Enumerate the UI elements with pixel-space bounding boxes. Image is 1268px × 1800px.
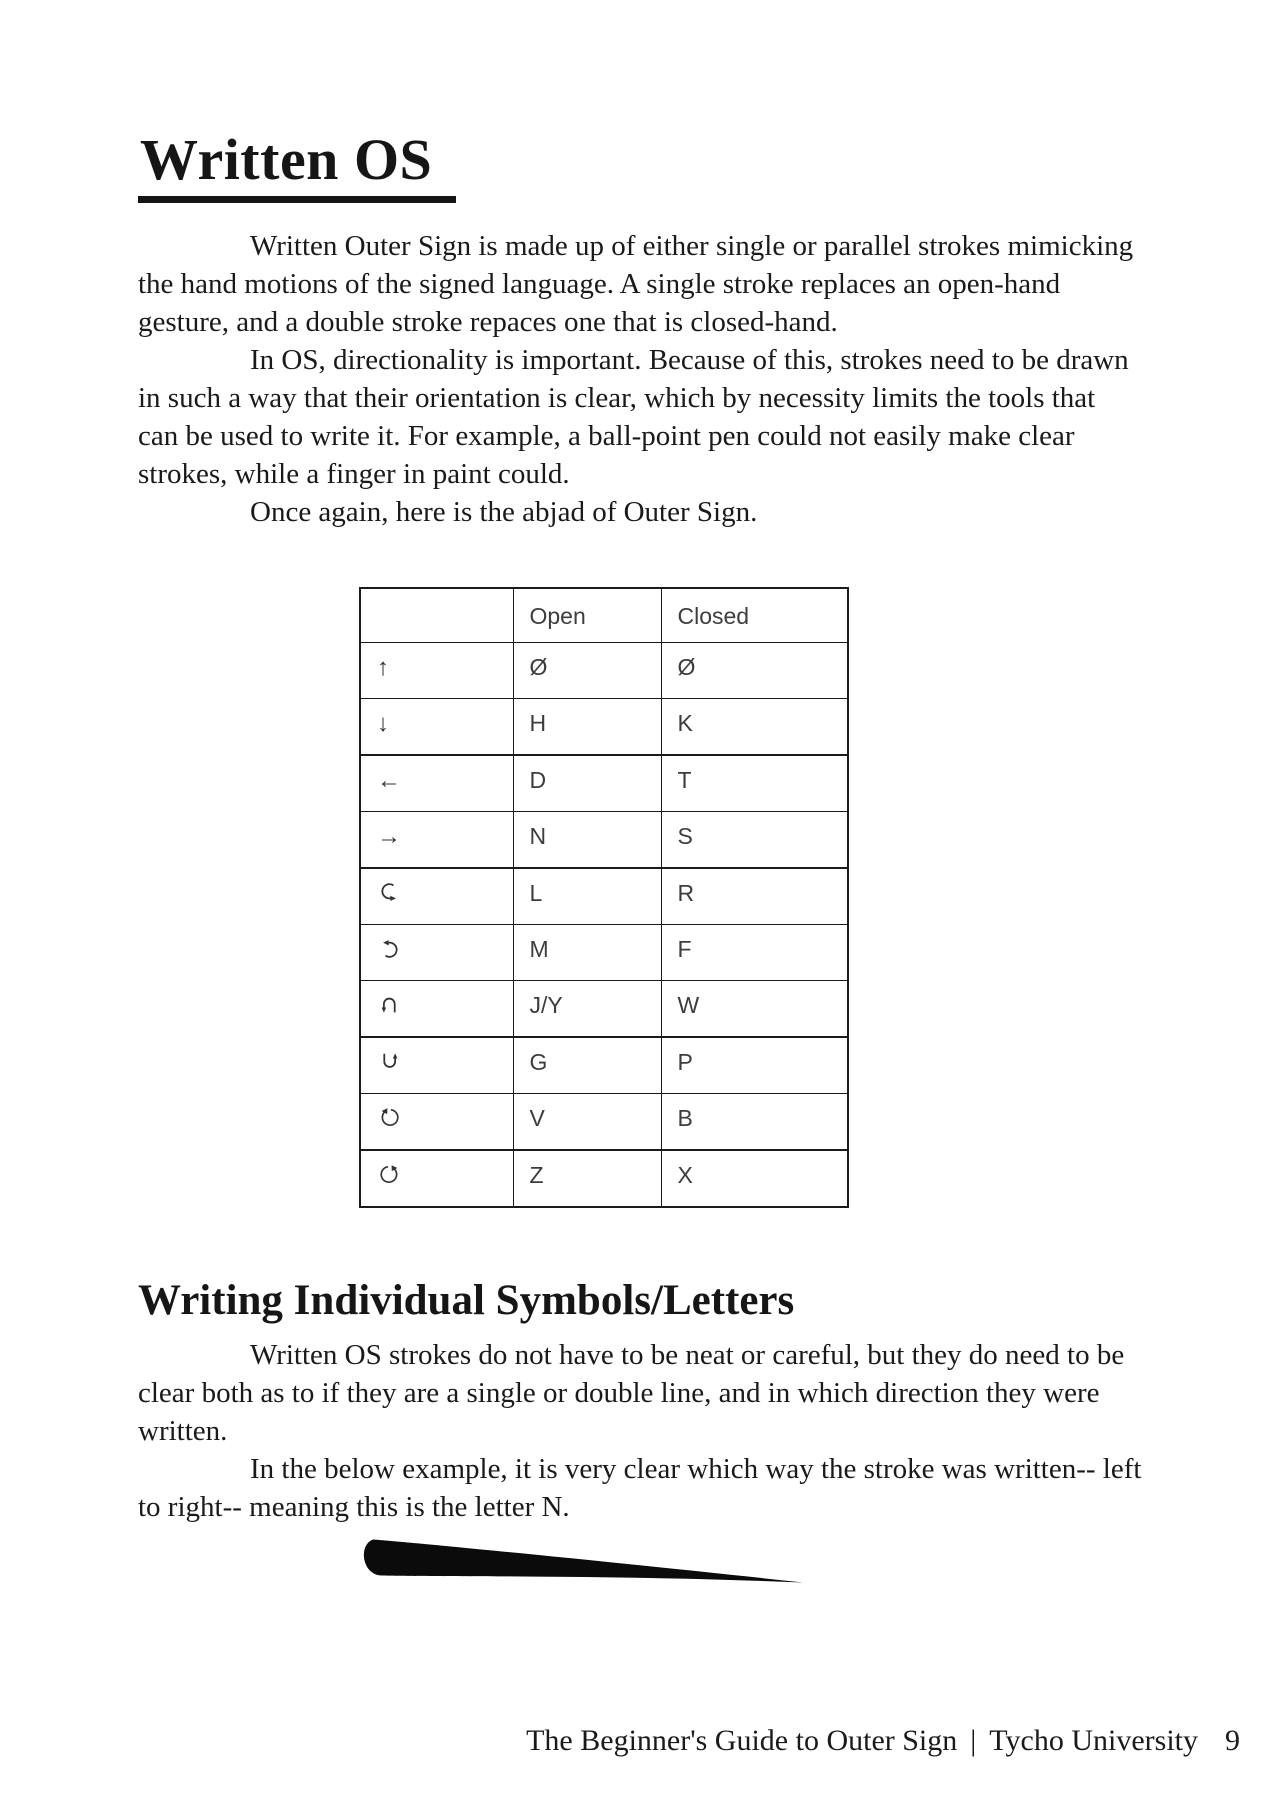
closed-letter-cell: W — [661, 981, 848, 1038]
closed-letter-cell: X — [661, 1150, 848, 1207]
arrow-right-icon: → — [377, 823, 401, 850]
book-title: The Beginner's Guide to Outer Sign — [526, 1724, 958, 1757]
open-letter-cell: D — [513, 755, 661, 812]
open-letter-cell: H — [513, 699, 661, 756]
closed-letter-cell: P — [661, 1037, 848, 1094]
closed-letter-cell: B — [661, 1094, 848, 1151]
table-row — [360, 1150, 848, 1207]
u-turn-up-right-icon — [377, 1049, 402, 1074]
open-letter-cell: L — [513, 868, 661, 925]
arch-down-left-icon — [377, 992, 402, 1017]
open-letter-cell: M — [513, 925, 661, 981]
single-stroke-letter-n — [356, 1536, 808, 1600]
body-paragraph: In OS, directionality is important. Because of this, strokes need to be drawn in such a way that their orientation is clear, which by necessity limits the tools that can be used to write it. For example, a ball-point pen could not easily make clear strokes, while a finger in paint could. — [138, 344, 1129, 490]
table-row — [360, 699, 848, 756]
abjad-table — [359, 587, 849, 1208]
table-row — [360, 755, 848, 812]
footer-separator: | — [970, 1724, 977, 1757]
arrow-up-icon: ↑ — [377, 654, 389, 681]
closed-letter-cell: Ø — [661, 643, 848, 699]
table-row — [360, 868, 848, 925]
arrow-down-icon: ↓ — [377, 710, 389, 737]
symbol-cell — [360, 755, 513, 812]
symbol-cell — [360, 1094, 513, 1151]
table-header-row — [360, 588, 848, 643]
circle-cw-icon — [377, 1162, 402, 1187]
body-paragraph: Once again, here is the abjad of Outer Sign. — [250, 496, 758, 528]
arrow-left-icon: ← — [377, 767, 401, 794]
section-heading: Writing Individual Symbols/Letters — [138, 1277, 795, 1324]
closed-letter-cell: R — [661, 868, 848, 925]
institution-name: Tycho University — [989, 1724, 1198, 1757]
open-letter-cell: Z — [513, 1150, 661, 1207]
open-letter-cell: G — [513, 1037, 661, 1094]
symbol-cell — [360, 812, 513, 869]
symbol-cell — [360, 868, 513, 925]
open-letter-cell: V — [513, 1094, 661, 1151]
table-row — [360, 1037, 848, 1094]
table-row — [360, 925, 848, 981]
page-title: Written OS — [138, 131, 456, 203]
closed-letter-cell: T — [661, 755, 848, 812]
symbol-cell — [360, 643, 513, 699]
symbol-cell — [360, 1150, 513, 1207]
open-letter-cell: J/Y — [513, 981, 661, 1038]
arc-ccw-open-left-icon — [377, 936, 402, 961]
open-column-header: Open — [513, 588, 661, 643]
intro-text — [138, 227, 1142, 531]
table-row — [360, 643, 848, 699]
symbol-cell — [360, 699, 513, 756]
circle-ccw-icon — [377, 1105, 402, 1130]
open-letter-cell: Ø — [513, 643, 661, 699]
table-row — [360, 1094, 848, 1151]
symbol-cell — [360, 1037, 513, 1094]
body-paragraph: Written OS strokes do not have to be neat or careful, but they do need to be clear both as to if they are a single or double line, and in which direction they were written. — [138, 1339, 1125, 1447]
closed-letter-cell: K — [661, 699, 848, 756]
body-paragraph: Written Outer Sign is made up of either single or parallel strokes mimicking the hand motions of the signed language. A single stroke replaces an open-hand gesture, and a double stroke repaces one that is closed-hand. — [138, 230, 1134, 338]
arc-ccw-open-right-icon — [377, 880, 402, 905]
closed-letter-cell: F — [661, 925, 848, 981]
section-text — [138, 1336, 1142, 1526]
table-row — [360, 812, 848, 869]
closed-letter-cell: S — [661, 812, 848, 869]
symbol-cell — [360, 981, 513, 1038]
page-footer — [0, 1724, 1268, 1758]
symbol-column-header — [360, 588, 513, 643]
open-letter-cell: N — [513, 812, 661, 869]
symbol-cell — [360, 925, 513, 981]
body-paragraph: In the below example, it is very clear which way the stroke was written-- left to right-- meaning this is the letter N. — [138, 1453, 1142, 1523]
table-row — [360, 981, 848, 1038]
closed-column-header: Closed — [661, 588, 848, 643]
stroke-example-image — [356, 1536, 808, 1600]
page-number: 9 — [1225, 1724, 1240, 1757]
